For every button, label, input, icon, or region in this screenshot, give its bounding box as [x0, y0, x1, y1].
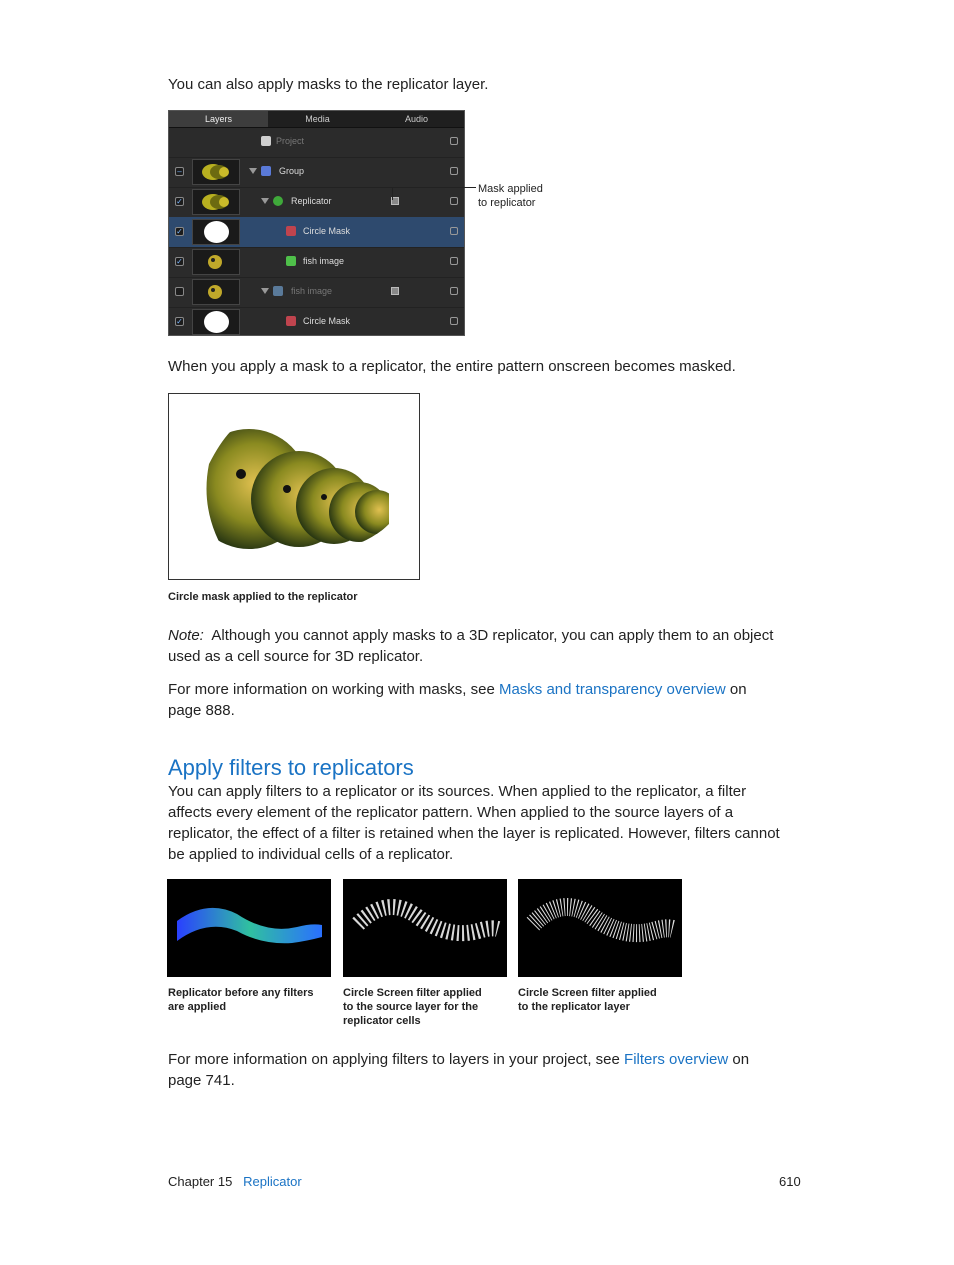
intro-text: You can also apply masks to the replicator layer. [168, 76, 489, 93]
mask-icon [286, 226, 296, 236]
figure-caption: Circle Screen filter applied to the source layer for the replicator cells [343, 987, 482, 1027]
tab-layers[interactable]: Layers [169, 111, 268, 127]
layer-row-fish-image[interactable] [169, 247, 464, 278]
figure-caption: Replicator before any filters are applied [168, 987, 314, 1013]
layer-name: fish image [303, 256, 345, 266]
layer-row-circle-mask[interactable] [169, 217, 464, 248]
lock-icon[interactable] [450, 137, 458, 145]
activation-checkbox[interactable]: – [175, 167, 184, 176]
mask-icon [286, 316, 296, 326]
filter-figure-replicator [518, 879, 682, 977]
section-heading: Apply filters to replicators [168, 755, 414, 780]
section-body: You can apply filters to a replicator or its sources. When applied to the replicator, a filter affects every element of the replicator pattern. When applied to the source layers of a replicator, the effect of a filter is retained when the layer is replicated. However, filters cannot be applied to individual cells of a replicator. [168, 783, 780, 863]
note-paragraph [168, 625, 780, 667]
layer-thumbnail [192, 279, 240, 305]
chapter-link[interactable]: Replicator [243, 1174, 302, 1189]
more-info-filters: For more information on applying filters to layers in your project, see Filters overview on page 741. [168, 1051, 750, 1089]
layer-thumbnail [192, 219, 240, 245]
page-number: 610 [779, 1174, 801, 1189]
tab-audio[interactable]: Audio [404, 114, 429, 124]
disclosure-triangle-icon[interactable] [249, 168, 257, 174]
tab-media[interactable]: Media [305, 114, 330, 124]
note-label: Note: [168, 627, 204, 644]
lock-icon[interactable] [450, 257, 458, 265]
figure-caption: Circle mask applied to the replicator [168, 591, 358, 603]
activation-checkbox[interactable]: ✓ [176, 257, 183, 266]
callout-line [392, 187, 393, 200]
layer-thumbnail [192, 189, 240, 215]
activation-checkbox[interactable]: ✓ [176, 227, 183, 236]
layer-thumbnail [192, 309, 240, 335]
callout-label: Mask applied to replicator [478, 183, 543, 209]
group-icon [261, 166, 271, 176]
mask-icon[interactable] [391, 287, 399, 295]
layer-row-fish-image-group[interactable] [169, 277, 464, 308]
filter-figure-before [167, 879, 331, 977]
activation-checkbox[interactable]: ✓ [176, 197, 183, 206]
disclosure-triangle-icon[interactable] [261, 288, 269, 294]
lock-icon[interactable] [450, 317, 458, 325]
callout-line [392, 187, 476, 188]
lock-icon[interactable] [450, 197, 458, 205]
footer-chapter: Chapter 15 Replicator [168, 1174, 302, 1189]
masked-replicator-figure [168, 393, 420, 580]
layer-name: Project [276, 136, 305, 146]
layers-panel [168, 110, 465, 336]
more-info-masks: For more information on working with masks, see Masks and transparency overview on page 888. [168, 681, 747, 719]
layer-row-replicator[interactable] [169, 187, 464, 218]
layer-thumbnail [192, 159, 240, 185]
layer-name: Circle Mask [303, 316, 351, 326]
filter-figure-source [343, 879, 507, 977]
lock-icon[interactable] [450, 287, 458, 295]
layer-name: Group [279, 166, 305, 176]
disclosure-triangle-icon[interactable] [261, 198, 269, 204]
activation-checkbox[interactable] [175, 287, 184, 296]
layer-row-project[interactable] [169, 127, 464, 158]
lock-icon[interactable] [450, 167, 458, 175]
layer-row-group[interactable] [169, 157, 464, 188]
layer-name: fish image [291, 286, 333, 296]
after-panel-text: When you apply a mask to a replicator, the entire pattern onscreen becomes masked. [168, 358, 736, 375]
project-icon [261, 136, 271, 146]
image-icon [286, 256, 296, 266]
lock-icon[interactable] [450, 227, 458, 235]
replicator-icon [273, 196, 283, 206]
note-text: Although you cannot apply masks to a 3D replicator, you can apply them to an object used as a cell source for 3D replicator. [168, 627, 774, 665]
layer-thumbnail [192, 249, 240, 275]
image-icon [273, 286, 283, 296]
masks-overview-link[interactable]: Masks and transparency overview [498, 681, 726, 698]
layer-name: Replicator [291, 196, 332, 206]
figure-caption: Circle Screen filter applied to the replicator layer [518, 987, 657, 1013]
layer-row-circle-mask-2[interactable] [169, 307, 464, 337]
filters-overview-link[interactable]: Filters overview [624, 1051, 729, 1068]
layer-name: Circle Mask [303, 226, 351, 236]
panel-tabs [169, 111, 464, 128]
activation-checkbox[interactable]: ✓ [176, 317, 183, 326]
